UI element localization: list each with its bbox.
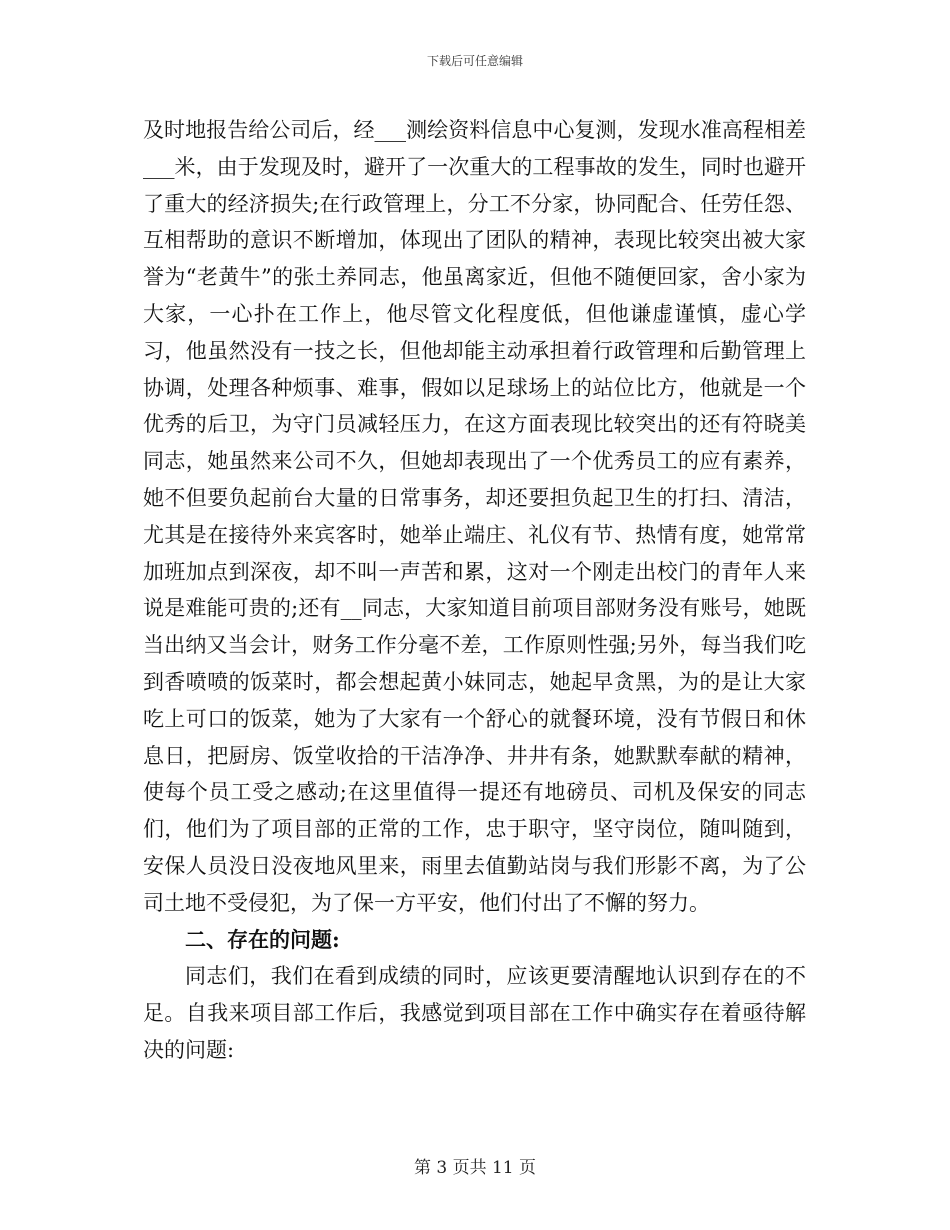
section-heading: 二、存在的问题: (185, 926, 340, 952)
page-footer: 第 3 页共 11 页 (413, 1158, 537, 1178)
page-header: 下载后可任意编辑 (426, 54, 523, 68)
body-paragraph: 同志们，我们在看到成绩的同时，应该更要清醒地认识到存在的不足。自我来项目部工作后，我感觉到项目部在工作中确实存在着亟待解决的问题: (143, 964, 806, 1062)
document-body (143, 112, 806, 1069)
body-paragraph: 及时地报告给公司后，经___测绘资料信息中心复测，发现水准高程相差___米，由于发现及时，避开了一次重大的工程事故的发生，同时也避开了重大的经济损失;在行政管理上，分工不分家，协同配合、任劳任怨、互相帮助的意识不断增加，体现出了团队的精神，表现比较突出被大家誉为“老黄牛”的张土养同志，他虽离家近，但他不随便回家，舍小家为大家，一心扑在工作上，他尽管文化程度低，但他谦虚谨慎，虚心学习，他虽然没有一技之长，但他却能主动承担着行政管理和后勤管理上协调，处理各种烦事、难事，假如以足球场上的站位比方，他就是一个优秀的后卫，为守门员减轻压力，在这方面表现比较突出的还有符晓美同志，她虽然来公司不久，但她却表现出了一个优秀员工的应有素养，她不但要负起前台大量的日常事务，却还要担负起卫生的打扫、清洁，尤其是在接待外来宾客时，她举止端庄、礼仪有节、热情有度，她常常加班加点到深夜，却不叫一声苦和累，这对一个刚走出校门的青年人来说是难能可贵的;还有__同志，大家知道目前项目部财务没有账号，她既当出纳又当会计，财务工作分毫不差，工作原则性强;另外，每当我们吃到香喷喷的饭菜时，都会想起黄小妹同志，她起早贪黑，为的是让大家吃上可口的饭菜，她为了大家有一个舒心的就餐环境，没有节假日和休息日，把厨房、饭堂收拾的干洁净净、井井有条，她默默奉献的精神，使每个员工受之感动;在这里值得一提还有地磅员、司机及保安的同志们，他们为了项目部的正常的工作，忠于职守，坚守岗位，随叫随到，安保人员没日没夜地风里来，雨里去值勤站岗与我们形影不离，为了公司土地不受侵犯，为了保一方平安，他们付出了不懈的努力。 (143, 118, 806, 915)
